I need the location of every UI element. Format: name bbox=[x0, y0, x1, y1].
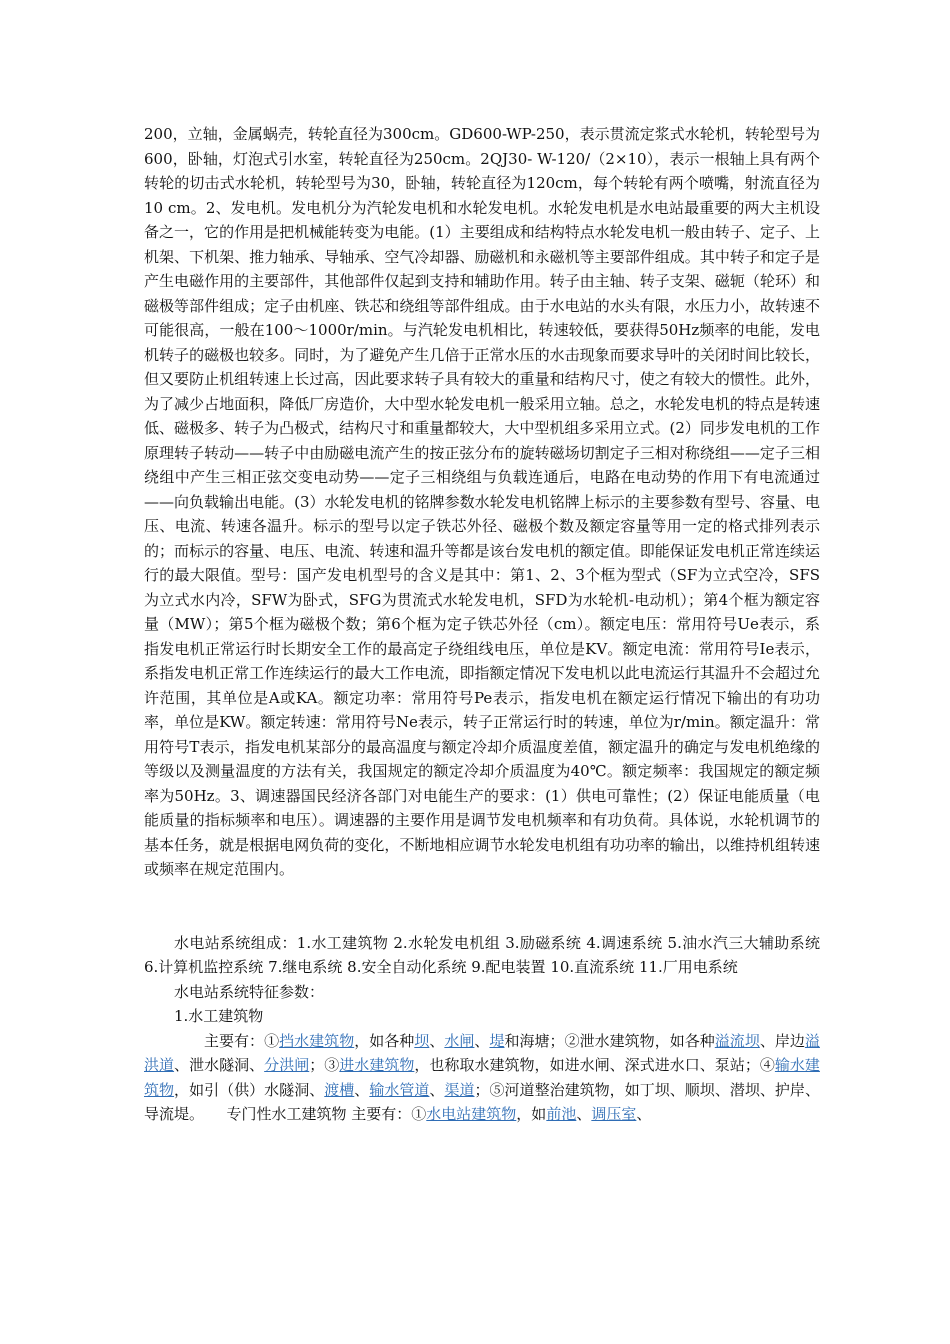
link-intake-structure[interactable]: 进水建筑物 bbox=[339, 1056, 415, 1074]
text-run: ，如 bbox=[516, 1105, 547, 1123]
link-overflow-dam[interactable]: 溢流坝 bbox=[714, 1031, 760, 1050]
link-aqueduct[interactable]: 渡槽 bbox=[324, 1080, 355, 1099]
link-water-retaining-structure[interactable]: 挡水建筑物 bbox=[279, 1031, 355, 1050]
link-surge-chamber[interactable]: 调压室 bbox=[591, 1105, 637, 1123]
link-water-pipeline[interactable]: 输水管道 bbox=[369, 1080, 430, 1099]
text-run: ；③ bbox=[309, 1056, 340, 1074]
link-flood-diversion-gate[interactable]: 分洪闸 bbox=[264, 1056, 310, 1074]
system-composition-paragraph: 水电站系统组成：1.水工建筑物 2.水轮发电机组 3.励磁系统 4.调速系统 5.油水汽三大辅助系统 6.计算机监控系统 7.继电系统 8.安全自动化系统 9.配电装置 10.直流系统 11.厂用电系统 bbox=[144, 933, 820, 976]
link-hydropower-structure[interactable]: 水电站建筑物 bbox=[426, 1105, 517, 1123]
section-hydraulic-structures-heading: 1.水工建筑物 bbox=[174, 1007, 264, 1025]
text-run: 、 bbox=[354, 1080, 370, 1099]
text-run: 、 bbox=[576, 1105, 592, 1123]
link-conveyance-structure[interactable]: 输水建筑物 bbox=[144, 1056, 820, 1099]
text-run: 和海塘；②泄水建筑物，如各种 bbox=[504, 1031, 715, 1050]
features-heading: 水电站系统特征参数： bbox=[174, 982, 325, 1001]
link-dike[interactable]: 堤 bbox=[489, 1031, 505, 1050]
link-canal[interactable]: 渠道 bbox=[444, 1080, 475, 1099]
text-run: 、岸边 bbox=[759, 1031, 805, 1050]
text-run: 主要有：① bbox=[204, 1031, 280, 1050]
text-run: 、 bbox=[429, 1031, 445, 1050]
link-spillway[interactable]: 溢洪道 bbox=[144, 1031, 820, 1074]
text-run: ；⑤河道整治建筑物，如丁坝、顺坝、潜坝、护岸、导流堤。 专门性水工建筑物 主要有：① bbox=[144, 1080, 820, 1123]
text-run: 、 bbox=[429, 1080, 445, 1099]
document-body bbox=[144, 122, 820, 1127]
text-run: ，如各种 bbox=[354, 1031, 415, 1050]
text-run: 、 bbox=[474, 1031, 490, 1050]
generator-paragraph: 200，立轴，金属蜗壳，转轮直径为300cm。GD600-WP-250，表示贯流定浆式水轮机，转轮型号为600，卧轴，灯泡式引水室，转轮直径为250cm。2QJ30- W-120/（2×10），表示一根轴上具有两个转轮的切击式水轮机，转轮型号为30，卧轴，转轮直径为120cm，每个转轮有两个喷嘴，射流直径为10 cm。2、发电机。发电机分为汽轮发电机和水轮发电机。水轮发电机是水电站最重要的两大主机设备之一，它的作用是把机械能转变为电能。(1）主要组成和结构特点水轮发电机一般由转子、定子、上机架、下机架、推力轴承、导轴承、空气冷却器、励磁机和永磁机等主要部件组成。其中转子和定子是产生电磁作用的主要部件，其他部件仅起到支持和辅助作用。转子由主轴、转子支架、磁轭（轮环）和磁极等部件组成；定子由机座、铁芯和绕组等部件组成。由于水电站的水头有限，水压力小，故转速不可能很高，一般在100～1000r/min。与汽轮发电机相比，转速较低，要获得50Hz频率的电能，发电机转子的磁极也较多。同时，为了避免产生几倍于正常水压的水击现象而要求导叶的关闭时间比较长，但又要防止机组转速上长过高，因此要求转子具有较大的重量和结构尺寸，使之有较大的惯性。此外，为了减少占地面积，降低厂房造价，大中型水轮发电机一般采用立轴。总之，水轮发电机的特点是转速低、磁极多、转子为凸极式，结构尺寸和重量都较大，大中型机组多采用立式。(2）同步发电机的工作原理转子转动——转子中由励磁电流产生的按正弦分布的旋转磁场切割定子三相对称绕组——定子三相绕组中产生三相正弦交变电动势——定子三相绕组与负载连通后，电路在电动势的作用下有电流通过——向负载输出电能。(3）水轮发电机的铭牌参数水轮发电机铭牌上标示的主要参数有型号、容量、电压、电流、转速各温升。标示的型号以定子铁芯外径、磁极个数及额定容量等用一定的格式排列表示的；而标示的容量、电压、电流、转速和温升等都是该台发电机的额定值。即能保证发电机正常连续运行的最大限值。型号：国产发电机型号的含义是其中：第1、2、3个框为型式（SF为立式空冷，SFS为立式水内冷，SFW为卧式，SFG为贯流式水轮发电机，SFD为水轮机-电动机）；第4个框为额定容量（MW）；第5个框为磁极个数；第6个框为定子铁芯外径（cm）。额定电压：常用符号Ue表示，系指发电机正常运行时长期安全工作的最高定子绕组线电压，单位是KV。额定电流：常用符号Ie表示，系指发电机正常工作连续运行的最大工作电流，即指额定情况下发电机以此电流运行其温升不会超过允许范围，其单位是A或KA。额定功率：常用符号Pe表示，指发电机在额定运行情况下输出的有功功率，单位是KW。额定转速：常用符号Ne表示，转子正常运行时的转速，单位为r/min。额定温升：常用符号T表示，指发电机某部分的最高温度与额定冷却介质温度差值，额定温升的确定与发电机绝缘的等级以及测量温度的方法有关，我国规定的额定冷却介质温度为40℃。额定频率：我国规定的额定频率为50Hz。3、调速器国民经济各部门对电能生产的要求：(1）供电可靠性；(2）保证电能质量（电能质量的指标频率和电压）。调速器的主要作用是调节发电机频率和有功负荷。具体说，水轮机调节的基本任务，就是根据电网负荷的变化，不断地相应调节水轮发电机组有功功率的输出，以维持机组转速或频率在规定范围内。 bbox=[144, 125, 820, 878]
link-forebay[interactable]: 前池 bbox=[546, 1105, 577, 1123]
link-dam[interactable]: 坝 bbox=[414, 1031, 430, 1050]
link-sluice[interactable]: 水闸 bbox=[444, 1031, 475, 1050]
text-run: 、 bbox=[636, 1105, 652, 1123]
text-run: 、泄水隧洞、 bbox=[174, 1056, 265, 1074]
text-run: ，也称取水建筑物，如进水闸、深式进水口、泵站；④ bbox=[414, 1056, 775, 1074]
text-run: ，如引（供）水隧洞、 bbox=[174, 1080, 325, 1099]
paragraph-spacer bbox=[144, 882, 820, 931]
hydraulic-structures-paragraph bbox=[144, 1029, 820, 1127]
